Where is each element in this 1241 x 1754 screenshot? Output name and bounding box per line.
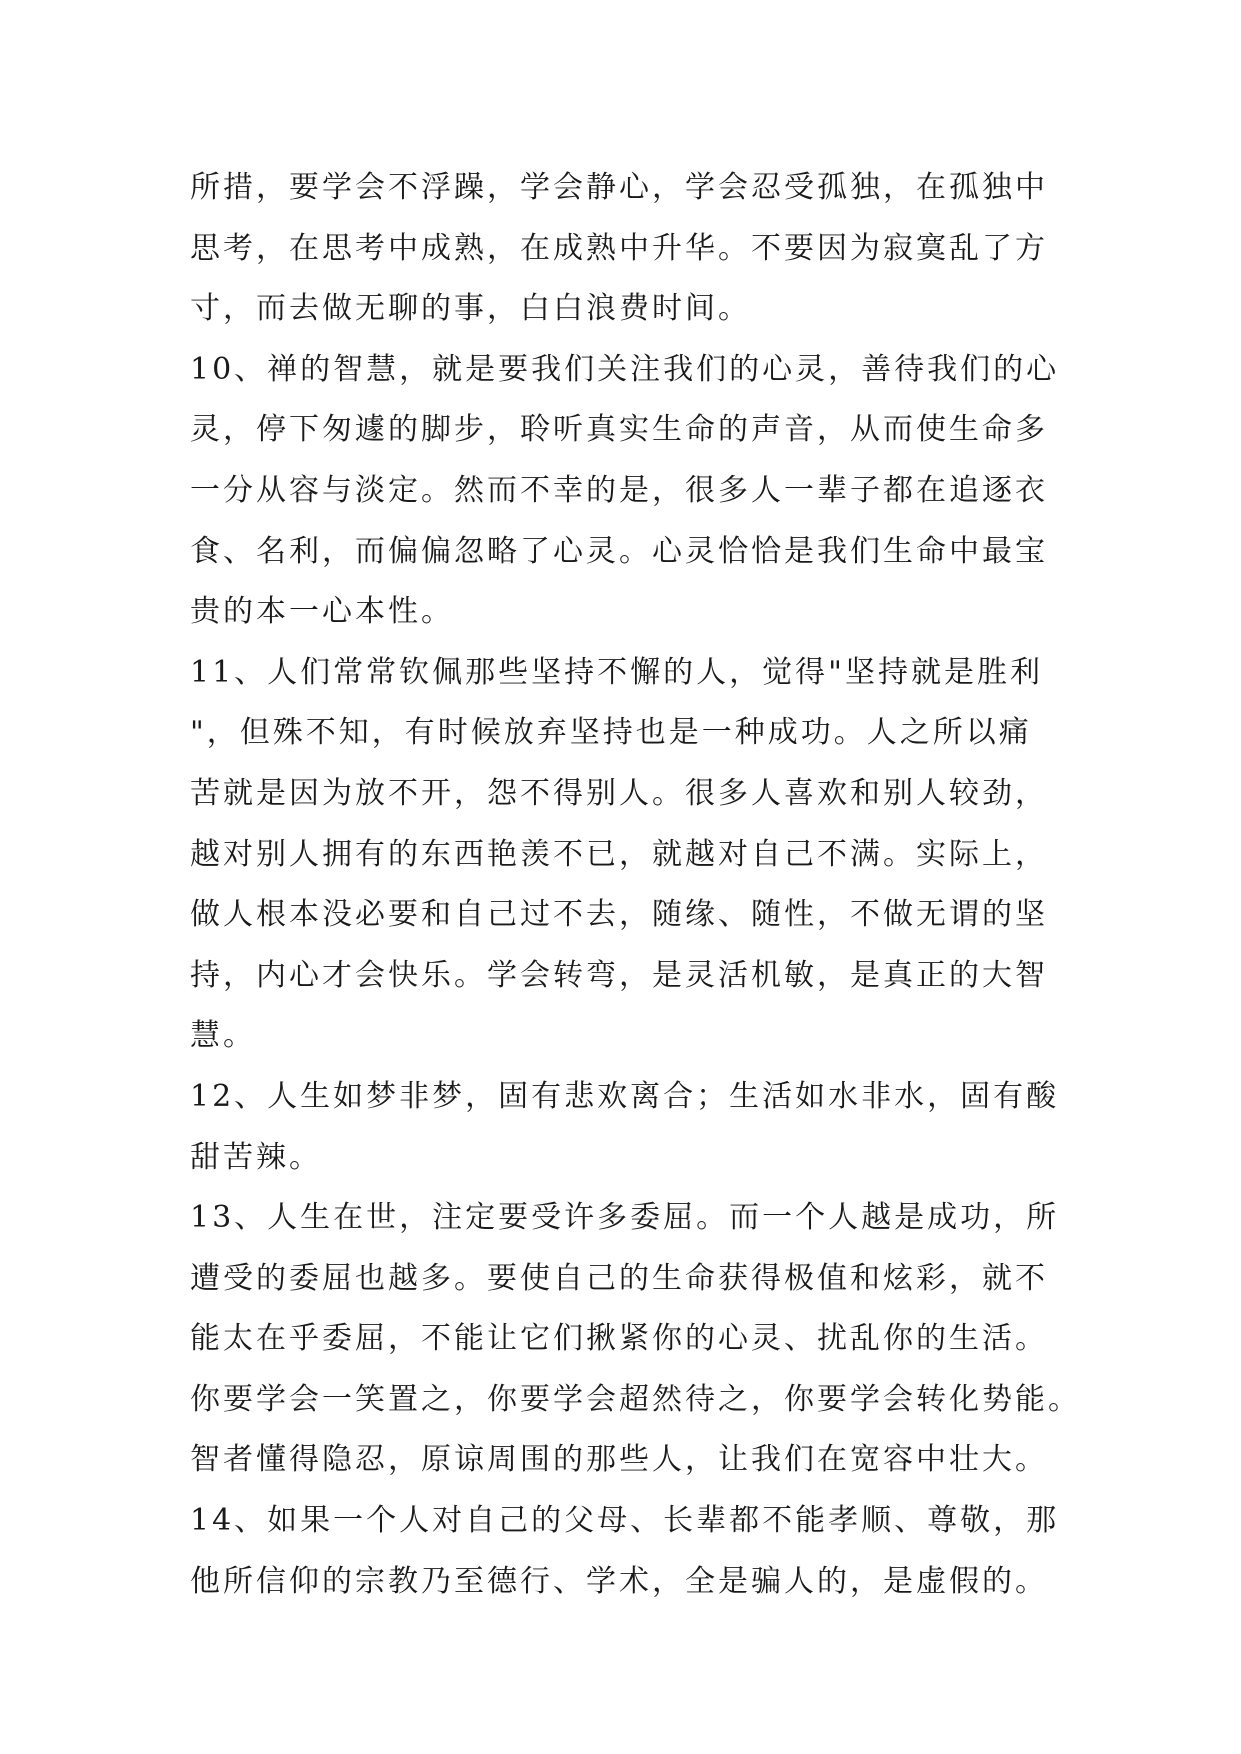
text-line: 12、人生如梦非梦，固有悲欢离合；生活如水非水，固有酸 — [190, 1078, 1060, 1114]
text-line: 11、人们常常钦佩那些坚持不懈的人，觉得"坚持就是胜利 — [190, 654, 1043, 690]
text-line: 灵，停下匆遽的脚步，聆听真实生命的声音，从而使生命多 — [190, 412, 1048, 448]
text-line: 越对别人拥有的东西艳羡不已，就越对自己不满。实际上， — [190, 836, 1048, 872]
text-line: 持，内心才会快乐。学会转弯，是灵活机敏，是真正的大智 — [190, 957, 1048, 993]
text-line: 甜苦辣。 — [190, 1139, 322, 1175]
text-line: 贵的本一心本性。 — [190, 594, 454, 630]
text-line: 13、人生在世，注定要受许多委屈。而一个人越是成功，所 — [190, 1200, 1060, 1236]
text-line: 你要学会一笑置之，你要学会超然待之，你要学会转化势能。 — [190, 1381, 1081, 1417]
text-line: 他所信仰的宗教乃至德行、学术，全是骗人的，是虚假的。 — [190, 1563, 1048, 1599]
text-line: 能太在乎委屈，不能让它们揪紧你的心灵、扰乱你的生活。 — [190, 1321, 1048, 1357]
text-line: 遭受的委屈也越多。要使自己的生命获得极值和炫彩，就不 — [190, 1260, 1048, 1296]
text-line: 10、禅的智慧，就是要我们关注我们的心灵，善待我们的心 — [190, 351, 1060, 387]
text-line: 苦就是因为放不开，怨不得别人。很多人喜欢和别人较劲， — [190, 775, 1048, 811]
text-line: 思考，在思考中成熟，在成熟中升华。不要因为寂寞乱了方 — [190, 230, 1048, 266]
text-line: 一分从容与淡定。然而不幸的是，很多人一辈子都在追逐衣 — [190, 472, 1048, 508]
text-line: 食、名利，而偏偏忽略了心灵。心灵恰恰是我们生命中最宝 — [190, 533, 1048, 569]
text-line: 做人根本没必要和自己过不去，随缘、随性，不做无谓的坚 — [190, 897, 1048, 933]
text-line: 智者懂得隐忍，原谅周围的那些人，让我们在宽容中壮大。 — [190, 1442, 1048, 1478]
text-line: 慧。 — [190, 1018, 256, 1054]
text-line: 所措，要学会不浮躁，学会静心，学会忍受孤独，在孤独中 — [190, 170, 1048, 205]
text-line: 14、如果一个人对自己的父母、长辈都不能孝顺、尊敬，那 — [190, 1503, 1060, 1539]
text-line: 寸，而去做无聊的事，白白浪费时间。 — [190, 291, 751, 327]
body-text — [190, 158, 1081, 1612]
text-line: "，但殊不知，有时候放弃坚持也是一种成功。人之所以痛 — [190, 715, 1032, 751]
